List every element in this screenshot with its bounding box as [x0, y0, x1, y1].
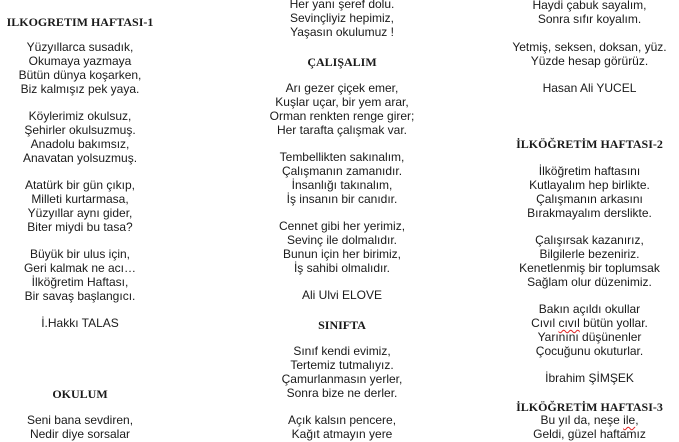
poem-author: Ali Ulvi ELOVE	[301, 288, 383, 302]
poem-title-okulum: OKULUM	[52, 387, 108, 401]
poem-line: Yüzyıllarca susadık,	[26, 40, 134, 54]
poem-line: İlköğretim haftasını	[538, 164, 641, 178]
stanza	[500, 165, 679, 221]
poem-line: Her yanı şeref dolu.	[289, 0, 395, 11]
poem-line: Bırakmayalım derslikte.	[527, 205, 652, 220]
poem-line: Geri kalmak ne acı…	[23, 260, 137, 275]
poem-line: Arı gezer çiçek emer,	[285, 81, 399, 95]
poem-line: Biz kalmışız pek yaya.	[20, 81, 140, 96]
poem-line: Tertemiz tutmalıyız.	[290, 357, 394, 372]
poem-line: İnsanlığı takınalım,	[291, 177, 393, 192]
poem-line: Sonra sıfır koyalım.	[537, 11, 642, 26]
poem-line: Nedir diye sorsalar	[29, 426, 131, 441]
poem-line: Geldi, güzel haftamız	[533, 426, 646, 441]
poem-line: İlköğretim Haftası,	[31, 274, 129, 289]
poem-line: Şehirler okulsuzmuş.	[24, 122, 136, 137]
poem-line	[500, 317, 679, 331]
stanza	[0, 179, 160, 235]
poem-line: Sınıf kendi evimiz,	[293, 344, 391, 358]
poem-line: Çamurlanmasın yerler,	[281, 371, 403, 386]
poem-line: Tembellikten sakınalım,	[279, 150, 405, 164]
poem-line: Kenetlenmiş bir toplumsak	[519, 260, 660, 275]
spellcheck-flagged-word: cıvıl	[558, 315, 580, 330]
poem-line: Atatürk bir gün çıkıp,	[24, 178, 136, 192]
stanza	[247, 0, 437, 40]
poem-line: Çocuğunu okuturlar.	[535, 343, 644, 358]
poem-line: Biter miydi bu tasa?	[27, 219, 133, 234]
stanza	[247, 220, 437, 276]
poem-line: Kutlayalım hep birlikte.	[529, 177, 650, 192]
poem-text: bütün yollar.	[579, 315, 648, 330]
poem-line: Yetmiş, seksen, doksan, yüz.	[512, 40, 667, 54]
poem-author: İbrahim ŞİMŞEK	[545, 371, 634, 385]
poem-title-sinifta: SINIFTA	[318, 318, 366, 332]
poem-title-ilkogretim-2: İLKÖĞRETİM HAFTASI-2	[516, 137, 663, 151]
stanza	[500, 303, 679, 359]
poem-author: İ.Hakkı TALAS	[41, 316, 119, 330]
poem-line: Köylerimiz okulsuz,	[28, 109, 132, 123]
poem-line: Sevinç ile dolmalıdır.	[286, 232, 398, 247]
spellcheck-flagged-word: ile	[623, 413, 636, 427]
stanza	[500, 234, 679, 290]
poem-text: Bu yıl da, neşe	[540, 413, 624, 427]
stanza	[0, 110, 160, 166]
poem-line: Çalışırsak kazanırız,	[535, 233, 644, 247]
poem-line: Cennet gibi her yerimiz,	[278, 219, 406, 233]
poem-line: Bunun için her birimiz,	[282, 246, 402, 261]
poem-line: İş insanın bir canıdır.	[286, 191, 398, 206]
poem-line: Yüzyıllar aynı gider,	[27, 205, 133, 220]
poem-line: Yüzde hesap görürüz.	[530, 53, 649, 68]
poem-line: Bilgilerle bezeniriz.	[539, 246, 640, 261]
poem-line: Anadolu bakımsız,	[30, 136, 130, 151]
stanza	[247, 151, 437, 207]
poem-line: Sevinçliyiz hepimiz,	[289, 10, 395, 25]
stanza	[247, 345, 437, 401]
stanza	[500, 41, 679, 69]
poem-line: Sonra bize ne derler.	[286, 385, 398, 400]
poem-line: Çalışmanın arkasını	[536, 191, 643, 206]
poem-line: Çalışmanın zamanıdır.	[281, 163, 403, 178]
poem-line: Seni bana sevdiren,	[26, 413, 134, 427]
stanza	[247, 82, 437, 138]
poem-author: Hasan Ali YUCEL	[542, 81, 637, 95]
poem-line: Haydi çabuk sayalım,	[532, 0, 647, 12]
poem-line: Kağıt atmayın yere	[291, 426, 393, 441]
poem-title-calisalim: ÇALIŞALIM	[307, 55, 377, 69]
poem-line: Yarınını düşünenler	[537, 329, 642, 344]
poem-line: Milleti kurtarmasa,	[31, 191, 129, 206]
poem-line: Büyük bir ulus için,	[29, 247, 131, 261]
poem-line: Kuşlar uçar, bir yem arar,	[275, 94, 409, 109]
stanza	[0, 248, 160, 304]
poem-line: Her tarafta çalışmak var.	[276, 122, 408, 137]
poem-line: Okumaya yazmaya	[28, 53, 132, 68]
poem-line: Yaşasın okulumuz !	[290, 24, 394, 39]
poem-line: Bakın açıldı okullar	[538, 302, 641, 316]
stanza	[500, 0, 679, 27]
poem-text: ,	[635, 413, 639, 427]
stanza	[0, 41, 160, 97]
poem-line	[500, 414, 679, 428]
poem-title-ilkogretim-3: İLKÖĞRETİM HAFTASI-3	[516, 400, 663, 414]
poem-line: Açık kalsın pencere,	[287, 413, 397, 427]
poem-line: Orman renkten renge girer;	[269, 108, 415, 123]
poem-line: Sağlam olur düzenimiz.	[527, 274, 652, 289]
poem-title-ilkogretim-1: ILKOGRETIM HAFTASI-1	[6, 15, 154, 29]
poem-line: İş sahibi olmalıdır.	[293, 260, 391, 275]
poem-line: Anavatan yolsuzmuş.	[22, 150, 138, 165]
poem-line: Bir savaş başlangıcı.	[24, 288, 136, 303]
poem-line: Bütün dünya koşarken,	[18, 67, 142, 82]
poem-text: Cıvıl	[531, 315, 559, 330]
